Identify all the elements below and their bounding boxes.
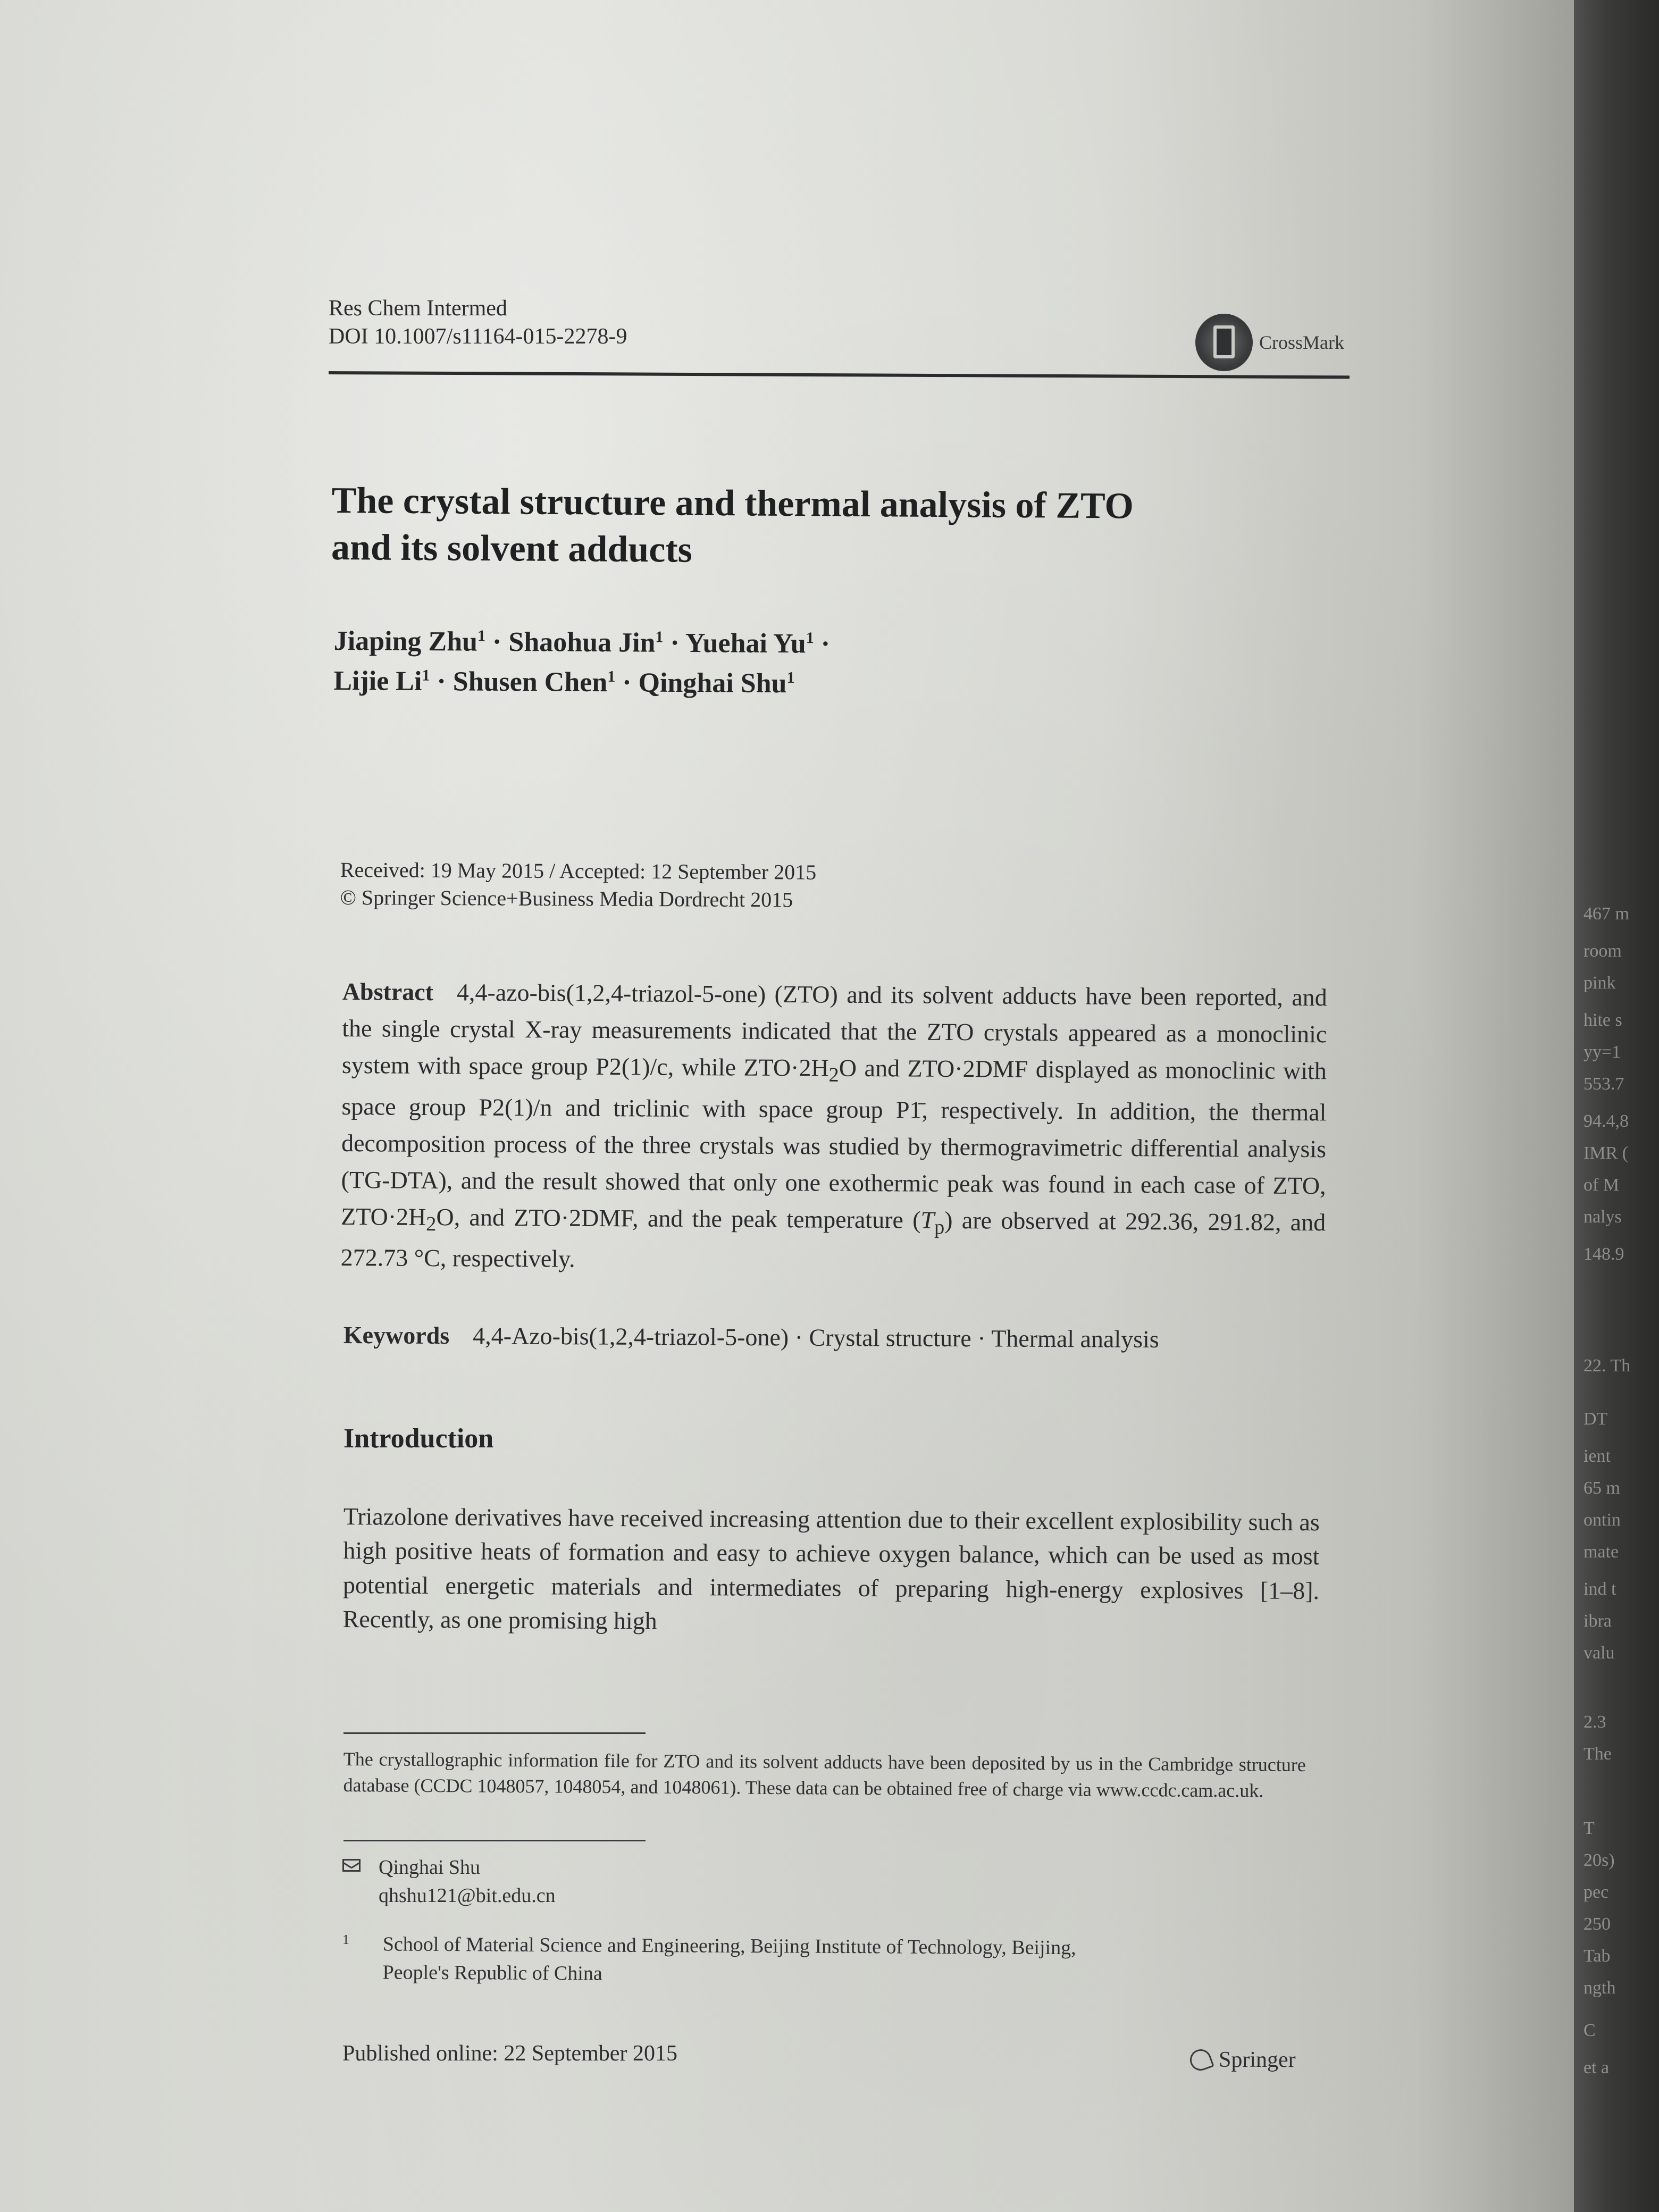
affiliation-line-2: People's Republic of China — [382, 1961, 602, 1985]
author-affiliation-mark: 1 — [655, 628, 664, 646]
publication-dates: Received: 19 May 2015 / Accepted: 12 September 2015 © Springer Science+Business Media Dordrecht 2015 — [340, 856, 816, 914]
corresponding-name: Qinghai Shu — [379, 1856, 481, 1879]
abstract: Abstract 4,4-azo-bis(1,2,4-triazol-5-one) (ZTO) and its solvent adducts have been reported, and the single crystal X-ray measurements indicated that the ZTO crystals appeared as a monoclinic system with space group P2(1)/c, while $ZTO\cdot 2H_2O$ and ZTO·2DMF displayed as monoclinic with space group P2(1)/n and triclinic with space group P1̄, respectively. In addition, the thermal decomposition process of the three crystals was studied by thermogravimetric differential analysis (TG-DTA), and the result showed that only one exothermic peak was found in each case of ZTO, $ZTO\cdot 2H_2O$, and ZTO·2DMF, and the peak temperature $(T_p)$ are observed at 292.36, 291.82, and 272.73 °C, respectively. — [340, 977, 1327, 1273]
adjacent-page-fragment: ontin — [1583, 1510, 1621, 1530]
footnote-rule — [343, 1840, 646, 1841]
adjacent-page-fragment: yy=1 — [1583, 1042, 1621, 1062]
author: Qinghai Shu — [638, 667, 787, 699]
affiliation — [342, 1930, 1353, 1992]
adjacent-page-fragment: 22. Th — [1583, 1356, 1631, 1376]
author-separator: · — [622, 667, 639, 698]
author-affiliation-mark: 1 — [806, 629, 814, 647]
adjacent-page-fragment: ient — [1583, 1446, 1611, 1466]
author-line-2 — [333, 661, 1237, 707]
adjacent-page-fragment: The — [1583, 1744, 1612, 1764]
accepted-date: Accepted: 12 September 2015 — [559, 859, 817, 884]
introduction-text: Triazolone derivatives have received increasing attention due to their excellent explosibility such as high positive heats of formation and easy to achieve oxygen balance, which can be used as most potential energetic materials and intermediates of preparing high-energy explosives [1–8]. Recently, as one promising high — [342, 1503, 1320, 1635]
adjacent-page-fragment: 553.7 — [1583, 1074, 1624, 1094]
envelope-icon — [342, 1859, 361, 1872]
doi: DOI 10.1007/s11164-015-2278-9 — [329, 324, 627, 349]
author-separator: · — [492, 626, 509, 658]
adjacent-page-fragment: et a — [1583, 2058, 1610, 2077]
author: Yuehai Yu — [685, 628, 806, 659]
author-affiliation-mark: 1 — [607, 668, 616, 686]
adjacent-page-fragment: ngth — [1583, 1978, 1616, 1998]
published-online: Published online: 22 September 2015 — [342, 2041, 677, 2066]
adjacent-page-fragment: DT — [1583, 1409, 1608, 1429]
abstract-label: Abstract — [342, 977, 434, 1006]
author: Shusen Chen — [453, 666, 608, 698]
adjacent-page-fragment: Tab — [1583, 1946, 1611, 1966]
adjacent-page-fragment: ind t — [1583, 1579, 1616, 1599]
affiliation-line-1: School of Material Science and Engineering, Beijing Institute of Technology, Beijing, — [382, 1933, 1076, 1959]
footnote-rule — [343, 1732, 646, 1734]
keyword: Thermal analysis — [991, 1325, 1159, 1353]
crossmark-badge[interactable] — [1195, 314, 1344, 371]
adjacent-page-fragment: 467 m — [1583, 904, 1629, 924]
keywords: Keywords 4,4-Azo-bis(1,2,4-triazol-5-one) · Crystal structure · Thermal analysis — [343, 1321, 1159, 1353]
title-line-1: The crystal structure and thermal analysis of ZTO — [331, 480, 1134, 527]
adjacent-page-fragment: 250 — [1583, 1914, 1611, 1934]
adjacent-page-fragment: of M — [1583, 1175, 1620, 1195]
author-separator: · — [437, 666, 453, 697]
publisher-name: Springer — [1219, 2048, 1296, 2072]
adjacent-page-fragment: T — [1583, 1819, 1595, 1838]
author-separator: · — [670, 627, 686, 659]
author: Lijie Li — [333, 666, 422, 697]
adjacent-page-fragment: IMR ( — [1583, 1143, 1629, 1163]
adjacent-page-fragment: 94.4,8 — [1583, 1111, 1629, 1131]
article-title — [331, 477, 1289, 577]
author-list — [333, 621, 1238, 707]
springer-logo — [1190, 2047, 1296, 2073]
adjacent-page-fragment: pink — [1583, 973, 1616, 993]
crossmark-label: CrossMark — [1259, 332, 1344, 353]
author-affiliation-mark: 1 — [786, 669, 795, 687]
header-rule — [329, 371, 1350, 379]
footnote: The crystallographic information file for ZTO and its solvent adducts have been deposited by us in the Cambridge structure database (CCDC 1048057, 1048054, and 1048061). These data can be obtained free of charge via www.ccdc.cam.ac.uk. — [343, 1748, 1306, 1802]
adjacent-page-fragment: 20s) — [1583, 1850, 1615, 1870]
journal-name: Res Chem Intermed — [329, 296, 507, 321]
copyright: © Springer Science+Business Media Dordrecht 2015 — [340, 885, 793, 912]
crossmark-icon — [1195, 314, 1253, 371]
adjacent-page-fragment: 2.3 — [1583, 1712, 1606, 1732]
adjacent-page-fragment: nalys — [1583, 1207, 1622, 1227]
introduction-heading: Introduction — [343, 1423, 494, 1454]
adjacent-page-fragment: 65 m — [1583, 1478, 1620, 1498]
adjacent-page-fragment: 148.9 — [1583, 1244, 1624, 1264]
title-line-2: and its solvent adducts — [331, 526, 693, 571]
adjacent-page-fragment: pec — [1583, 1882, 1609, 1902]
adjacent-page-fragment: hite s — [1583, 1010, 1622, 1030]
author: Jiaping Zhu — [333, 625, 478, 657]
keywords-label: Keywords — [343, 1321, 450, 1350]
author-affiliation-mark: 1 — [477, 627, 486, 645]
adjacent-page-fragment: ibra — [1583, 1611, 1612, 1631]
keyword: 4,4-Azo-bis(1,2,4-triazol-5-one) — [473, 1322, 789, 1351]
author-line-1 — [334, 621, 1238, 667]
corresponding-email[interactable]: qhshu121@bit.edu.cn — [379, 1884, 556, 1907]
adjacent-page-fragment: valu — [1583, 1643, 1615, 1663]
adjacent-page-fragment: room — [1583, 941, 1622, 961]
corresponding-author — [342, 1854, 556, 1910]
affiliation-mark: 1 — [342, 1932, 349, 1948]
journal-header — [329, 295, 627, 350]
springer-horse-icon — [1187, 2046, 1214, 2073]
author: Shaohua Jin — [508, 627, 656, 658]
adjacent-page-edge — [1574, 0, 1659, 2212]
author-affiliation-mark: 1 — [422, 667, 430, 685]
adjacent-page-fragment: mate — [1583, 1542, 1619, 1562]
received-date: Received: 19 May 2015 — [340, 858, 544, 883]
keyword: Crystal structure — [809, 1323, 971, 1352]
adjacent-page-fragment: C — [1583, 2021, 1596, 2040]
author-separator: · — [820, 629, 831, 659]
